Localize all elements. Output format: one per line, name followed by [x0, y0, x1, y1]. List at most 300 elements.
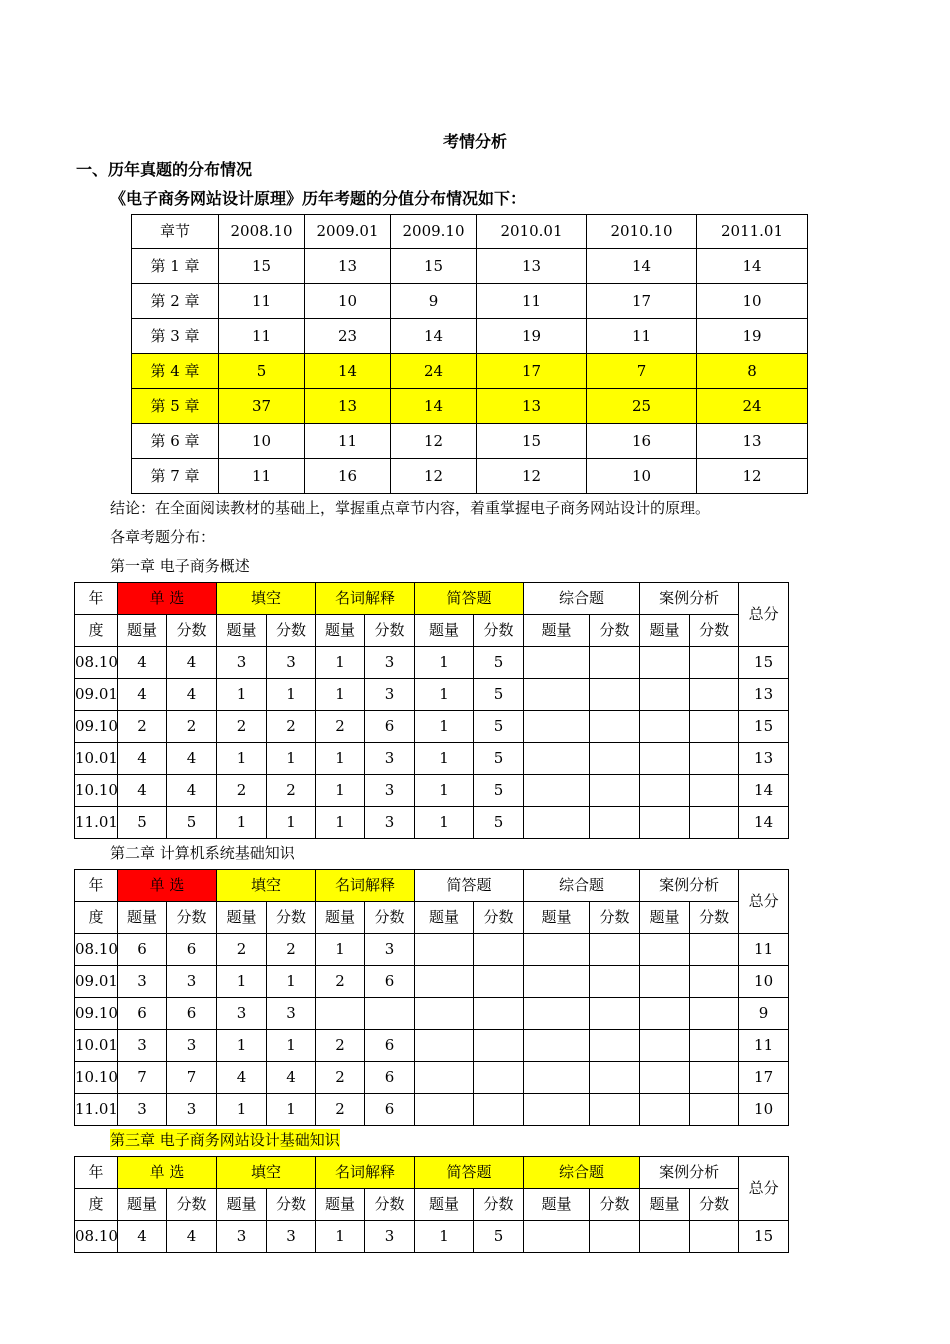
value-cell: 3 — [365, 679, 415, 711]
value-cell — [415, 1030, 474, 1062]
summary-cell: 11 — [305, 424, 391, 459]
table-row — [75, 647, 789, 679]
value-cell — [590, 1030, 640, 1062]
value-cell — [690, 1094, 739, 1126]
summary-cell: 15 — [477, 424, 587, 459]
summary-cell: 第 1 章 — [132, 249, 219, 284]
year-header-top: 年 — [75, 1157, 118, 1189]
value-cell: 3 — [365, 743, 415, 775]
summary-cell: 11 — [587, 319, 697, 354]
summary-cell: 11 — [219, 459, 305, 494]
value-cell: 6 — [167, 998, 217, 1030]
value-cell — [590, 807, 640, 839]
value-cell: 5 — [474, 679, 524, 711]
year-header-top: 年 — [75, 870, 118, 902]
value-cell: 4 — [118, 775, 167, 807]
subheader-count: 题量 — [217, 615, 267, 647]
summary-header-cell: 2009.10 — [391, 215, 477, 249]
table-row — [75, 1221, 789, 1253]
summary-cell: 19 — [477, 319, 587, 354]
table-row — [75, 807, 789, 839]
value-cell: 4 — [118, 679, 167, 711]
value-cell: 4 — [118, 743, 167, 775]
value-cell: 1 — [217, 807, 267, 839]
category-header: 填空 — [217, 870, 316, 902]
summary-cell: 13 — [305, 249, 391, 284]
value-cell: 3 — [365, 934, 415, 966]
value-cell: 1 — [415, 711, 474, 743]
value-cell: 1 — [316, 807, 365, 839]
table-row — [75, 966, 789, 998]
value-cell: 2 — [217, 934, 267, 966]
year-cell: 09.01 — [75, 966, 118, 998]
subheader-score: 分数 — [474, 902, 524, 934]
value-cell — [590, 1221, 640, 1253]
value-cell — [524, 647, 590, 679]
summary-cell: 第 3 章 — [132, 319, 219, 354]
value-cell: 4 — [118, 1221, 167, 1253]
table-row — [75, 711, 789, 743]
value-cell — [474, 1062, 524, 1094]
value-cell: 2 — [267, 775, 316, 807]
value-cell — [690, 775, 739, 807]
value-cell: 5 — [474, 711, 524, 743]
subheader-count: 题量 — [524, 615, 590, 647]
table-row — [75, 1030, 789, 1062]
subheader-score: 分数 — [365, 615, 415, 647]
value-cell: 6 — [365, 1030, 415, 1062]
table-row — [75, 1062, 789, 1094]
category-header: 案例分析 — [640, 583, 739, 615]
value-cell — [415, 998, 474, 1030]
value-cell: 2 — [167, 711, 217, 743]
value-cell: 2 — [316, 966, 365, 998]
summary-cell: 第 6 章 — [132, 424, 219, 459]
summary-cell: 19 — [697, 319, 808, 354]
value-cell: 1 — [267, 743, 316, 775]
value-cell: 3 — [167, 1030, 217, 1062]
summary-cell: 8 — [697, 354, 808, 389]
category-header: 单 选 — [118, 1157, 217, 1189]
value-cell — [690, 1062, 739, 1094]
value-cell: 1 — [316, 1221, 365, 1253]
value-cell: 4 — [167, 647, 217, 679]
summary-cell: 第 5 章 — [132, 389, 219, 424]
value-cell — [590, 934, 640, 966]
year-header-top: 年 — [75, 583, 118, 615]
value-cell: 15 — [739, 711, 789, 743]
summary-header-cell: 2011.01 — [697, 215, 808, 249]
value-cell: 1 — [415, 647, 474, 679]
category-header: 简答题 — [415, 1157, 524, 1189]
value-cell — [690, 679, 739, 711]
table-row — [75, 998, 789, 1030]
summary-cell: 25 — [587, 389, 697, 424]
category-header: 名词解释 — [316, 870, 415, 902]
subheader-count: 题量 — [524, 1189, 590, 1221]
value-cell — [590, 679, 640, 711]
subheader-score: 分数 — [267, 902, 316, 934]
value-cell — [690, 1221, 739, 1253]
value-cell: 9 — [739, 998, 789, 1030]
value-cell: 6 — [118, 934, 167, 966]
subheader-score: 分数 — [590, 1189, 640, 1221]
subheader-count: 题量 — [316, 902, 365, 934]
value-cell — [474, 934, 524, 966]
summary-table — [131, 214, 808, 494]
value-cell: 3 — [118, 1094, 167, 1126]
subheader-count: 题量 — [415, 1189, 474, 1221]
value-cell — [524, 966, 590, 998]
value-cell: 1 — [415, 775, 474, 807]
summary-cell: 12 — [477, 459, 587, 494]
value-cell: 11 — [739, 934, 789, 966]
summary-cell: 10 — [305, 284, 391, 319]
summary-cell: 37 — [219, 389, 305, 424]
value-cell: 4 — [167, 743, 217, 775]
value-cell: 3 — [118, 1030, 167, 1062]
table-row — [75, 743, 789, 775]
subheader-count: 题量 — [524, 902, 590, 934]
value-cell — [524, 775, 590, 807]
value-cell — [590, 998, 640, 1030]
value-cell: 4 — [217, 1062, 267, 1094]
value-cell — [590, 1094, 640, 1126]
chapter-subheader-row — [75, 1189, 789, 1221]
year-cell: 10.01 — [75, 743, 118, 775]
total-header: 总分 — [739, 1157, 789, 1221]
value-cell: 5 — [474, 743, 524, 775]
category-header: 简答题 — [415, 583, 524, 615]
subheader-count: 题量 — [118, 902, 167, 934]
summary-header-cell: 2009.01 — [305, 215, 391, 249]
value-cell — [474, 1094, 524, 1126]
value-cell: 3 — [365, 807, 415, 839]
value-cell — [690, 647, 739, 679]
table-row — [132, 319, 808, 354]
value-cell: 2 — [316, 1062, 365, 1094]
summary-cell: 10 — [697, 284, 808, 319]
value-cell: 2 — [316, 1030, 365, 1062]
subheader-count: 题量 — [415, 902, 474, 934]
chapter-header-row — [75, 1157, 789, 1189]
value-cell: 1 — [267, 1030, 316, 1062]
category-header: 填空 — [217, 1157, 316, 1189]
subheader-score: 分数 — [474, 1189, 524, 1221]
value-cell: 11 — [739, 1030, 789, 1062]
subheader-score: 分数 — [474, 615, 524, 647]
subheader-score: 分数 — [590, 615, 640, 647]
value-cell: 6 — [118, 998, 167, 1030]
value-cell: 1 — [217, 743, 267, 775]
value-cell — [640, 807, 690, 839]
value-cell: 15 — [739, 647, 789, 679]
value-cell: 5 — [167, 807, 217, 839]
year-cell: 09.10 — [75, 998, 118, 1030]
value-cell — [415, 1094, 474, 1126]
value-cell: 1 — [267, 966, 316, 998]
value-cell — [640, 1221, 690, 1253]
value-cell — [524, 807, 590, 839]
summary-cell: 17 — [587, 284, 697, 319]
table-row — [132, 424, 808, 459]
value-cell: 6 — [365, 1062, 415, 1094]
value-cell: 14 — [739, 807, 789, 839]
summary-cell: 13 — [477, 389, 587, 424]
summary-cell: 10 — [587, 459, 697, 494]
value-cell — [524, 743, 590, 775]
value-cell: 2 — [217, 775, 267, 807]
value-cell — [316, 998, 365, 1030]
summary-header-cell: 章节 — [132, 215, 219, 249]
summary-cell: 13 — [305, 389, 391, 424]
subheader-score: 分数 — [365, 1189, 415, 1221]
year-cell: 10.01 — [75, 1030, 118, 1062]
chapter-2-title: 第二章 计算机系统基础知识 — [110, 844, 295, 862]
summary-cell: 14 — [697, 249, 808, 284]
table-row — [75, 679, 789, 711]
summary-header-row — [132, 215, 808, 249]
summary-cell: 14 — [587, 249, 697, 284]
value-cell — [640, 966, 690, 998]
value-cell: 5 — [474, 775, 524, 807]
subheader-count: 题量 — [640, 615, 690, 647]
value-cell — [415, 1062, 474, 1094]
summary-cell: 第 4 章 — [132, 354, 219, 389]
value-cell: 6 — [167, 934, 217, 966]
value-cell — [524, 1221, 590, 1253]
year-cell: 11.01 — [75, 807, 118, 839]
subheader-score: 分数 — [167, 902, 217, 934]
year-cell: 08.10 — [75, 934, 118, 966]
value-cell — [690, 1030, 739, 1062]
value-cell: 1 — [316, 679, 365, 711]
value-cell: 2 — [217, 711, 267, 743]
chapter-3-table — [74, 1156, 789, 1253]
conclusion-text: 结论：在全面阅读教材的基础上，掌握重点章节内容，着重掌握电子商务网站设计的原理。 — [110, 499, 711, 517]
page-title: 考情分析 — [442, 132, 507, 151]
value-cell: 10 — [739, 1094, 789, 1126]
category-header: 简答题 — [415, 870, 524, 902]
table-row — [132, 249, 808, 284]
section-subtitle: 《电子商务网站设计原理》历年考题的分值分布情况如下： — [110, 189, 527, 208]
value-cell: 5 — [474, 1221, 524, 1253]
value-cell: 14 — [739, 775, 789, 807]
chapter-1-table — [74, 582, 789, 839]
category-header: 案例分析 — [640, 870, 739, 902]
chapter-subheader-row — [75, 615, 789, 647]
chapter-header-row — [75, 870, 789, 902]
summary-cell: 14 — [305, 354, 391, 389]
value-cell — [524, 1062, 590, 1094]
chapter-header-row — [75, 583, 789, 615]
value-cell: 4 — [267, 1062, 316, 1094]
summary-cell: 13 — [477, 249, 587, 284]
value-cell: 7 — [118, 1062, 167, 1094]
value-cell — [640, 998, 690, 1030]
value-cell — [590, 647, 640, 679]
value-cell: 1 — [267, 679, 316, 711]
value-cell: 5 — [474, 807, 524, 839]
summary-cell: 14 — [391, 319, 477, 354]
subheader-count: 题量 — [118, 615, 167, 647]
value-cell — [474, 1030, 524, 1062]
value-cell — [640, 711, 690, 743]
summary-header-cell: 2008.10 — [219, 215, 305, 249]
value-cell — [474, 966, 524, 998]
year-cell: 09.01 — [75, 679, 118, 711]
value-cell: 2 — [118, 711, 167, 743]
value-cell: 3 — [217, 1221, 267, 1253]
value-cell: 6 — [365, 966, 415, 998]
value-cell — [590, 1062, 640, 1094]
summary-cell: 12 — [391, 459, 477, 494]
year-cell: 08.10 — [75, 647, 118, 679]
value-cell — [524, 1094, 590, 1126]
subheader-score: 分数 — [590, 902, 640, 934]
summary-cell: 24 — [391, 354, 477, 389]
value-cell: 15 — [739, 1221, 789, 1253]
value-cell: 2 — [267, 711, 316, 743]
value-cell: 1 — [415, 743, 474, 775]
value-cell: 1 — [267, 807, 316, 839]
category-header: 名词解释 — [316, 583, 415, 615]
value-cell: 3 — [267, 647, 316, 679]
subheader-score: 分数 — [690, 1189, 739, 1221]
value-cell — [640, 1062, 690, 1094]
table-row — [75, 775, 789, 807]
value-cell — [524, 711, 590, 743]
year-header-bottom: 度 — [75, 1189, 118, 1221]
year-header-bottom: 度 — [75, 615, 118, 647]
value-cell: 3 — [267, 1221, 316, 1253]
value-cell: 1 — [415, 1221, 474, 1253]
chapter-subheader-row — [75, 902, 789, 934]
category-header: 案例分析 — [640, 1157, 739, 1189]
value-cell: 2 — [316, 711, 365, 743]
total-header: 总分 — [739, 870, 789, 934]
category-header: 单 选 — [118, 870, 217, 902]
value-cell — [640, 934, 690, 966]
value-cell — [690, 966, 739, 998]
value-cell — [640, 647, 690, 679]
value-cell: 1 — [316, 934, 365, 966]
category-header: 综合题 — [524, 870, 640, 902]
value-cell — [415, 966, 474, 998]
value-cell: 13 — [739, 743, 789, 775]
chapter-2-table — [74, 869, 789, 1126]
value-cell: 4 — [167, 1221, 217, 1253]
value-cell: 1 — [415, 679, 474, 711]
value-cell: 1 — [217, 1030, 267, 1062]
summary-cell: 第 7 章 — [132, 459, 219, 494]
value-cell — [365, 998, 415, 1030]
value-cell: 7 — [167, 1062, 217, 1094]
subheader-score: 分数 — [167, 615, 217, 647]
summary-cell: 13 — [697, 424, 808, 459]
summary-cell: 12 — [697, 459, 808, 494]
table-row — [132, 459, 808, 494]
value-cell: 1 — [316, 647, 365, 679]
subheader-count: 题量 — [640, 902, 690, 934]
value-cell: 3 — [365, 1221, 415, 1253]
value-cell: 3 — [365, 647, 415, 679]
value-cell — [690, 934, 739, 966]
subheader-count: 题量 — [118, 1189, 167, 1221]
table-row — [132, 354, 808, 389]
table-row — [75, 934, 789, 966]
summary-header-cell: 2010.10 — [587, 215, 697, 249]
chapter-3-title: 第三章 电子商务网站设计基础知识 — [110, 1131, 340, 1149]
value-cell: 3 — [267, 998, 316, 1030]
chapter-1-title: 第一章 电子商务概述 — [110, 557, 250, 575]
summary-cell: 16 — [305, 459, 391, 494]
summary-cell: 12 — [391, 424, 477, 459]
category-header: 填空 — [217, 583, 316, 615]
value-cell: 1 — [316, 743, 365, 775]
value-cell — [640, 1030, 690, 1062]
value-cell — [690, 998, 739, 1030]
value-cell: 1 — [217, 1094, 267, 1126]
value-cell: 2 — [316, 1094, 365, 1126]
summary-cell: 15 — [219, 249, 305, 284]
year-cell: 11.01 — [75, 1094, 118, 1126]
value-cell: 5 — [118, 807, 167, 839]
year-cell: 08.10 — [75, 1221, 118, 1253]
summary-cell: 14 — [391, 389, 477, 424]
summary-cell: 5 — [219, 354, 305, 389]
value-cell — [640, 775, 690, 807]
value-cell: 6 — [365, 711, 415, 743]
value-cell — [590, 743, 640, 775]
subheader-count: 题量 — [640, 1189, 690, 1221]
value-cell — [474, 998, 524, 1030]
total-header: 总分 — [739, 583, 789, 647]
value-cell — [690, 743, 739, 775]
value-cell: 1 — [267, 1094, 316, 1126]
category-header: 单 选 — [118, 583, 217, 615]
category-header: 名词解释 — [316, 1157, 415, 1189]
summary-cell: 10 — [219, 424, 305, 459]
value-cell — [590, 711, 640, 743]
value-cell: 4 — [167, 679, 217, 711]
value-cell — [415, 934, 474, 966]
subheader-count: 题量 — [316, 1189, 365, 1221]
value-cell — [690, 711, 739, 743]
summary-cell: 9 — [391, 284, 477, 319]
value-cell: 3 — [217, 647, 267, 679]
year-cell: 10.10 — [75, 775, 118, 807]
category-header: 综合题 — [524, 583, 640, 615]
value-cell — [640, 679, 690, 711]
value-cell: 1 — [217, 966, 267, 998]
subheader-score: 分数 — [690, 902, 739, 934]
year-cell: 09.10 — [75, 711, 118, 743]
value-cell — [524, 998, 590, 1030]
value-cell — [640, 1094, 690, 1126]
subheader-score: 分数 — [167, 1189, 217, 1221]
value-cell — [524, 934, 590, 966]
value-cell: 3 — [365, 775, 415, 807]
value-cell: 3 — [217, 998, 267, 1030]
subheader-score: 分数 — [267, 615, 316, 647]
value-cell: 3 — [167, 1094, 217, 1126]
table-row — [75, 1094, 789, 1126]
chapter-dist-label: 各章考题分布： — [110, 528, 216, 546]
value-cell: 1 — [415, 807, 474, 839]
summary-cell: 17 — [477, 354, 587, 389]
value-cell — [524, 679, 590, 711]
